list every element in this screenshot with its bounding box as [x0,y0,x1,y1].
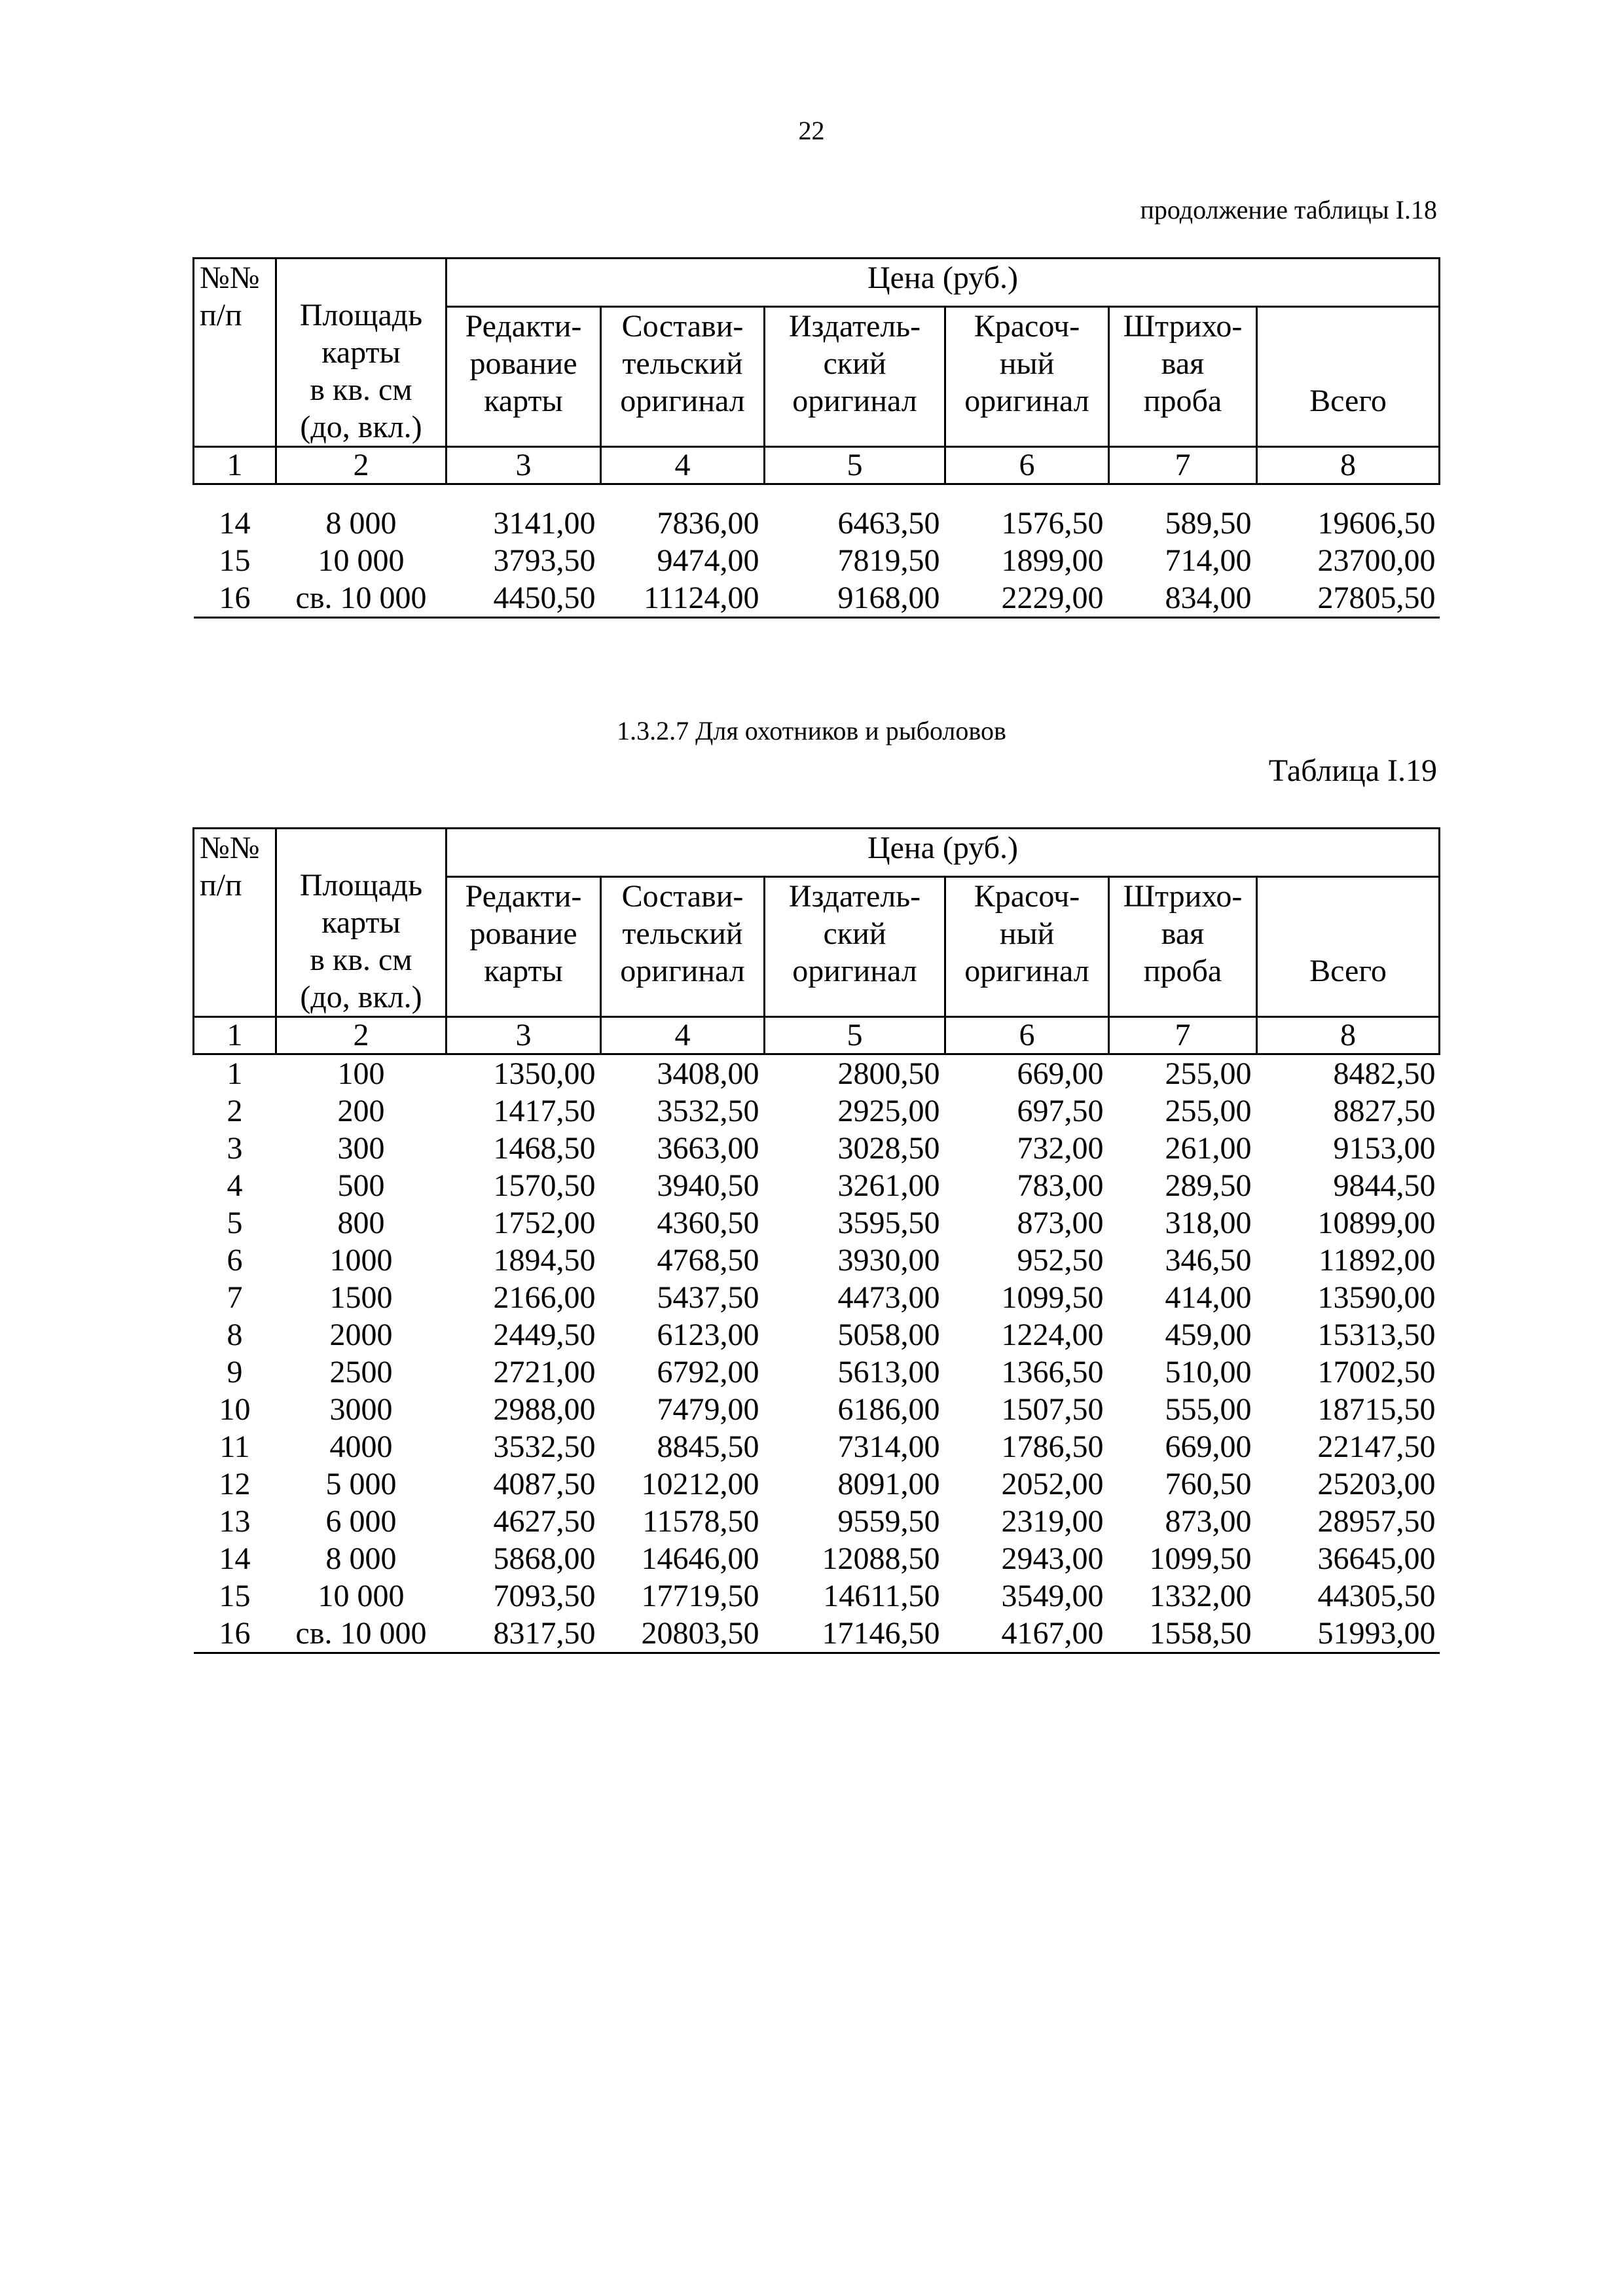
column-number: 2 [276,1017,447,1054]
table-continuation-label: продолжение таблицы I.18 [1140,195,1437,224]
compilation-price-cell: 10212,00 [641,1467,759,1501]
column-number: 1 [194,1017,276,1054]
column-number: 4 [601,447,765,484]
compilation-price-cell: 4360,50 [657,1206,759,1240]
row-number-cell: 1 [227,1056,243,1091]
color-price-cell: 2319,00 [1001,1504,1104,1539]
table-row [194,1503,1440,1540]
total-price-cell: 28957,50 [1317,1504,1436,1539]
editing-price-cell: 4087,50 [493,1467,596,1501]
publishing-price-cell: 5058,00 [837,1318,940,1352]
editing-price-cell: 3141,00 [493,506,596,541]
table-row [194,1054,1440,1093]
total-price-cell: 17002,50 [1317,1355,1436,1390]
row-number-cell: 15 [219,1579,251,1613]
compilation-price-cell: 9474,00 [657,543,759,578]
proof-price-cell: 555,00 [1165,1392,1252,1427]
color-price-cell: 952,50 [1017,1243,1104,1278]
row-number-cell: 16 [194,1615,276,1653]
column-number: 3 [447,1017,601,1054]
column-number: 6 [945,1017,1109,1054]
column-number: 2 [276,447,447,484]
color-price-cell: 2229,00 [945,579,1109,618]
proof-price-cell: 873,00 [1165,1504,1252,1539]
header-proof: Штрихо- вая проба [1109,306,1257,446]
area-cell: 8 000 [325,506,397,541]
proof-price-cell: 255,00 [1165,1094,1252,1128]
total-price-cell: 10899,00 [1317,1206,1436,1240]
publishing-price-cell: 8091,00 [837,1467,940,1501]
row-number-cell: 8 [227,1318,243,1352]
publishing-price-cell: 3261,00 [837,1168,940,1203]
column-numbers-row [194,1017,1440,1054]
publishing-price-cell: 14611,50 [823,1579,940,1613]
table-body [194,484,1440,618]
compilation-price-cell: 3408,00 [657,1056,759,1091]
column-number: 3 [447,447,601,484]
area-cell: 1000 [329,1243,393,1278]
section-heading: 1.3.2.7 Для охотников и рыболовов [617,716,1006,745]
row-number-cell: 14 [219,506,251,541]
header-editing: Редакти- рование карты [447,876,601,1016]
compilation-price-cell: 6792,00 [657,1355,759,1390]
color-price-cell: 1224,00 [1001,1318,1104,1352]
proof-price-cell: 1558,50 [1109,1615,1257,1653]
area-cell: 2000 [329,1318,393,1352]
row-number-cell: 9 [227,1355,243,1390]
color-price-cell: 697,50 [1017,1094,1104,1128]
column-number: 5 [765,447,945,484]
editing-price-cell: 2449,50 [493,1318,596,1352]
header-color: Красоч- ный оригинал [945,306,1109,446]
editing-price-cell: 2166,00 [493,1280,596,1315]
area-cell: 500 [337,1168,385,1203]
area-cell: 6 000 [325,1504,397,1539]
total-price-cell: 8827,50 [1333,1094,1436,1128]
table-header [194,259,1440,447]
publishing-price-cell: 2800,50 [837,1056,940,1091]
total-price-cell: 8482,50 [1333,1056,1436,1091]
editing-price-cell: 7093,50 [493,1579,596,1613]
column-number: 1 [194,447,276,484]
area-cell: 800 [337,1206,385,1240]
compilation-price-cell: 14646,00 [641,1541,759,1576]
total-price-cell: 44305,50 [1317,1579,1436,1613]
editing-price-cell: 1468,50 [493,1131,596,1166]
table-row [194,1279,1440,1316]
header-compilation: Состави- тельский оригинал [601,306,765,446]
color-price-cell: 783,00 [1017,1168,1104,1203]
color-price-cell: 2052,00 [1001,1467,1104,1501]
compilation-price-cell: 7479,00 [657,1392,759,1427]
editing-price-cell: 1570,50 [493,1168,596,1203]
area-cell: 2500 [329,1355,393,1390]
header-area: Площадь карты в кв. см (до, вкл.) [276,259,447,447]
compilation-price-cell: 4768,50 [657,1243,759,1278]
color-price-cell: 3549,00 [1001,1579,1104,1613]
area-cell: 200 [337,1094,385,1128]
publishing-price-cell: 3028,50 [837,1131,940,1166]
total-price-cell: 13590,00 [1317,1280,1436,1315]
total-price-cell: 23700,00 [1317,543,1436,578]
header-color: Красоч- ный оригинал [945,876,1109,1016]
table-row [194,1092,1440,1130]
table-row [194,1391,1440,1428]
color-price-cell: 732,00 [1017,1131,1104,1166]
editing-price-cell: 5868,00 [493,1541,596,1576]
table-row [194,1615,1440,1653]
editing-price-cell: 4627,50 [493,1504,596,1539]
proof-price-cell: 346,50 [1165,1243,1252,1278]
area-cell: 300 [337,1131,385,1166]
column-number: 8 [1257,447,1440,484]
header-publishing: Издатель- ский оригинал [765,306,945,446]
total-price-cell: 36645,00 [1317,1541,1436,1576]
editing-price-cell: 3532,50 [493,1429,596,1464]
row-number-cell: 15 [219,543,251,578]
color-price-cell: 1786,50 [1001,1429,1104,1464]
color-price-cell: 1576,50 [1001,506,1104,541]
row-number-cell: 10 [219,1392,251,1427]
header-row-number: №№ п/п [194,829,276,1017]
total-price-cell: 9844,50 [1333,1168,1436,1203]
publishing-price-cell: 6186,00 [837,1392,940,1427]
table-row [194,542,1440,579]
publishing-price-cell: 6463,50 [837,506,940,541]
color-price-cell: 1899,00 [1001,543,1104,578]
proof-price-cell: 459,00 [1165,1318,1252,1352]
proof-price-cell: 1332,00 [1149,1579,1252,1613]
total-price-cell: 9153,00 [1333,1131,1436,1166]
proof-price-cell: 760,50 [1165,1467,1252,1501]
table-row [194,1577,1440,1615]
color-price-cell: 2943,00 [1001,1541,1104,1576]
row-number-cell: 11 [219,1429,250,1464]
editing-price-cell: 2721,00 [493,1355,596,1390]
row-number-cell: 4 [227,1168,243,1203]
column-numbers-row [194,447,1440,484]
color-price-cell: 669,00 [1017,1056,1104,1091]
proof-price-cell: 1099,50 [1149,1541,1252,1576]
total-price-cell: 19606,50 [1317,506,1436,541]
header-price-group: Цена (руб.) [447,829,1440,877]
area-cell: 4000 [329,1429,393,1464]
table-row [194,1204,1440,1242]
row-number-cell: 5 [227,1206,243,1240]
area-cell: св. 10 000 [276,579,447,618]
table-row [194,1316,1440,1354]
table-row [194,505,1440,542]
publishing-price-cell: 4473,00 [837,1280,940,1315]
color-price-cell: 1366,50 [1001,1355,1104,1390]
table-row [194,1540,1440,1577]
color-price-cell: 1099,50 [1001,1280,1104,1315]
table-row [194,1167,1440,1204]
area-cell: 10 000 [318,543,405,578]
table-row [194,1242,1440,1279]
table-caption: Таблица I.19 [1268,753,1437,788]
color-price-cell: 873,00 [1017,1206,1104,1240]
color-price-cell: 4167,00 [945,1615,1109,1653]
proof-price-cell: 414,00 [1165,1280,1252,1315]
row-number-cell: 2 [227,1094,243,1128]
row-number-cell: 6 [227,1243,243,1278]
page-number: 22 [798,116,825,145]
header-total: Всего [1257,876,1440,1016]
publishing-price-cell: 3930,00 [837,1243,940,1278]
column-number: 8 [1257,1017,1440,1054]
proof-price-cell: 318,00 [1165,1206,1252,1240]
header-compilation: Состави- тельский оригинал [601,876,765,1016]
header-editing: Редакти- рование карты [447,306,601,446]
price-table-i18-continued [192,257,1440,619]
area-cell: 5 000 [325,1467,397,1501]
compilation-price-cell: 11578,50 [642,1504,759,1539]
proof-price-cell: 714,00 [1165,543,1252,578]
proof-price-cell: 510,00 [1165,1355,1252,1390]
table-header [194,829,1440,1017]
editing-price-cell: 3793,50 [493,543,596,578]
table-row [194,1465,1440,1503]
editing-price-cell: 1350,00 [493,1056,596,1091]
publishing-price-cell: 2925,00 [837,1094,940,1128]
area-cell: 8 000 [325,1541,397,1576]
compilation-price-cell: 11124,00 [601,579,765,618]
table-row [194,579,1440,618]
area-cell: св. 10 000 [276,1615,447,1653]
total-price-cell: 18715,50 [1317,1392,1436,1427]
table-row [194,1354,1440,1391]
total-price-cell: 25203,00 [1317,1467,1436,1501]
proof-price-cell: 834,00 [1109,579,1257,618]
column-number: 4 [601,1017,765,1054]
total-price-cell: 22147,50 [1317,1429,1436,1464]
publishing-price-cell: 17146,50 [765,1615,945,1653]
color-price-cell: 1507,50 [1001,1392,1104,1427]
compilation-price-cell: 20803,50 [601,1615,765,1653]
total-price-cell: 15313,50 [1317,1318,1436,1352]
row-number-cell: 13 [219,1504,251,1539]
total-price-cell: 11892,00 [1319,1243,1436,1278]
editing-price-cell: 4450,50 [447,579,601,618]
column-number: 7 [1109,447,1257,484]
header-publishing: Издатель- ский оригинал [765,876,945,1016]
publishing-price-cell: 12088,50 [822,1541,940,1576]
compilation-price-cell: 7836,00 [657,506,759,541]
publishing-price-cell: 9559,50 [837,1504,940,1539]
publishing-price-cell: 3595,50 [837,1206,940,1240]
proof-price-cell: 261,00 [1165,1131,1252,1166]
compilation-price-cell: 3532,50 [657,1094,759,1128]
compilation-price-cell: 3663,00 [657,1131,759,1166]
compilation-price-cell: 3940,50 [657,1168,759,1203]
table-row [194,1428,1440,1465]
proof-price-cell: 289,50 [1165,1168,1252,1203]
publishing-price-cell: 9168,00 [765,579,945,618]
row-number-cell: 12 [219,1467,251,1501]
column-number: 6 [945,447,1109,484]
proof-price-cell: 255,00 [1165,1056,1252,1091]
row-number-cell: 14 [219,1541,251,1576]
row-number-cell: 7 [227,1280,243,1315]
publishing-price-cell: 5613,00 [837,1355,940,1390]
proof-price-cell: 589,50 [1165,506,1252,541]
compilation-price-cell: 8845,50 [657,1429,759,1464]
row-number-cell: 16 [194,579,276,618]
compilation-price-cell: 17719,50 [641,1579,759,1613]
header-total: Всего [1257,306,1440,446]
compilation-price-cell: 5437,50 [657,1280,759,1315]
table-row [194,1130,1440,1167]
editing-price-cell: 1752,00 [493,1206,596,1240]
area-cell: 3000 [329,1392,393,1427]
editing-price-cell: 1417,50 [493,1094,596,1128]
column-number: 5 [765,1017,945,1054]
row-number-cell: 3 [227,1131,243,1166]
header-area: Площадь карты в кв. см (до, вкл.) [276,829,447,1017]
publishing-price-cell: 7314,00 [837,1429,940,1464]
editing-price-cell: 2988,00 [493,1392,596,1427]
area-cell: 10 000 [318,1579,405,1613]
editing-price-cell: 8317,50 [447,1615,601,1653]
total-price-cell: 27805,50 [1257,579,1440,618]
column-number: 7 [1109,1017,1257,1054]
proof-price-cell: 669,00 [1165,1429,1252,1464]
area-cell: 1500 [329,1280,393,1315]
header-price-group: Цена (руб.) [447,259,1440,307]
area-cell: 100 [337,1056,385,1091]
editing-price-cell: 1894,50 [493,1243,596,1278]
header-row-number: №№ п/п [194,259,276,447]
total-price-cell: 51993,00 [1257,1615,1440,1653]
publishing-price-cell: 7819,50 [837,543,940,578]
header-proof: Штрихо- вая проба [1109,876,1257,1016]
price-table-i19 [192,827,1440,1654]
compilation-price-cell: 6123,00 [657,1318,759,1352]
table-body [194,1054,1440,1653]
